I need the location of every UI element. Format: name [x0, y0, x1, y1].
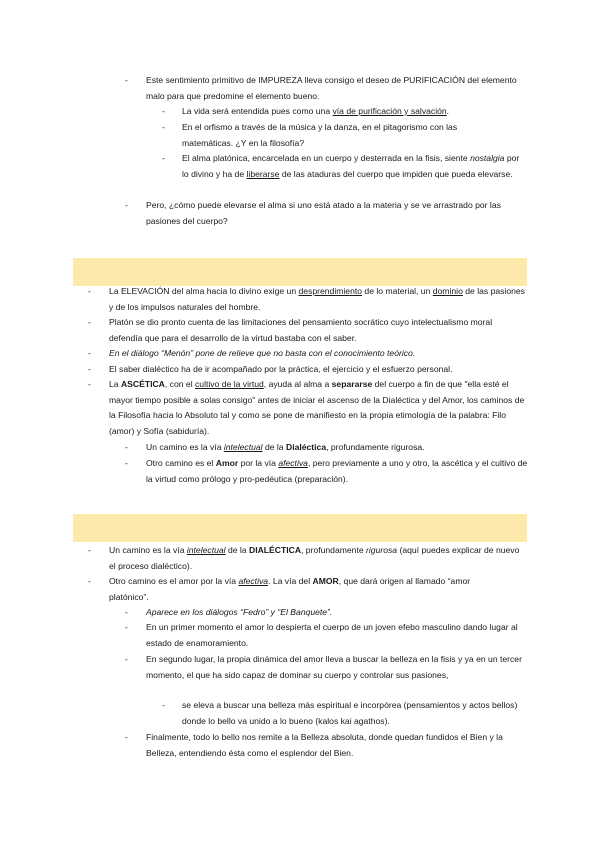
bullet-dash: -: [88, 286, 91, 296]
text-run: La vida será entendida pues como una: [182, 106, 333, 116]
bullet-dash: -: [162, 153, 165, 163]
item-text: [88, 284, 528, 315]
list-item: [125, 605, 528, 621]
bullet-dash: -: [88, 364, 91, 374]
italic-text: rigurosa: [366, 545, 398, 555]
item-text: Aparece en los diálogos “Fedro” y “El Banquete”.: [146, 607, 333, 617]
bullet-dash: -: [125, 654, 128, 664]
list-item: [88, 377, 528, 439]
text-run: por lo divino y ha de: [182, 153, 520, 179]
bullet-dash: -: [162, 700, 165, 710]
bold-text: ASCÉTICA: [120, 379, 165, 389]
text-run: Un camino es la vía: [146, 442, 224, 452]
bullet-dash: -: [125, 622, 128, 632]
bullet-dash: -: [125, 442, 128, 452]
underlined-text: liberarse: [246, 168, 280, 179]
underlined-text: desprendimiento: [298, 286, 363, 296]
text-run: (aquí puedes explicar de nuevo el proceso dialéctico).: [109, 545, 520, 571]
list-item: [125, 620, 528, 651]
item-text: [88, 377, 528, 439]
text-run: , profundamente: [301, 545, 367, 555]
bullet-dash: -: [162, 106, 165, 116]
list-item: [88, 284, 528, 315]
item-text: [162, 104, 527, 120]
text-run: , con el: [164, 379, 195, 389]
text-run: de la: [262, 442, 286, 452]
underlined-text: vía de purificación y salvación: [332, 106, 447, 116]
item-text: Finalmente, todo lo bello nos remite a la Belleza absoluta, donde quedan fundidos el Bien y la Belleza, entendiendo ésta como el esplendor del Bien.: [146, 732, 503, 758]
list-item: [88, 543, 528, 574]
item-text: Platón se dio pronto cuenta de las limitaciones del pensamiento socrático cuyo intelectualismo moral defendía que para el desarrollo de la virtud bastaba con el saber.: [109, 317, 493, 343]
bullet-dash: -: [125, 200, 128, 210]
list-item: [162, 104, 527, 120]
list-item: [88, 362, 528, 378]
italic-underlined-text: afectiva: [278, 458, 308, 468]
text-run: . La vía del: [268, 576, 313, 586]
item-text: En segundo lugar, la propia dinámica del amor lleva a buscar la belleza en la fisis y ya en un tercer momento, el que ha sido capaz de dominar su cuerpo y controlar sus pasiones,: [146, 654, 522, 680]
list-item: [88, 346, 528, 362]
bold-text: DIALÉCTICA: [248, 545, 302, 555]
list-item: [162, 151, 527, 182]
text-run: .: [446, 106, 450, 116]
item-text: Este sentimiento primitivo de IMPUREZA lleva consigo el deseo de PURIFICACIÓN del elemento malo para que predomine el elemento bueno.: [146, 75, 517, 101]
text-run: Otro camino es el: [146, 458, 216, 468]
italic-underlined-text: intelectual: [223, 442, 263, 452]
item-text: Pero, ¿cómo puede elevarse el alma si uno está atado a la materia y se ve arrastrado por las pasiones del cuerpo?: [146, 200, 501, 226]
italic-underlined-text: intelectual: [186, 545, 226, 555]
bullet-dash: -: [125, 75, 128, 85]
item-text: [88, 543, 528, 574]
text-run: La: [109, 379, 121, 389]
text-run: , pero previamente a uno y otro, la ascética y el cultivo de la virtud como prólogo y pro-pedéutica (preparación).: [146, 458, 528, 484]
text-run: de la: [225, 545, 249, 555]
bullet-dash: -: [88, 317, 91, 327]
italic-underlined-text: afectiva: [238, 576, 269, 586]
text-run: , ayuda al alma a: [263, 379, 332, 389]
text-run: , que dará origen al llamado “amor platónico”.: [109, 576, 471, 602]
text-run: El alma platónica, encarcelada en un cuerpo y desterrada en la fisis, siente: [182, 153, 471, 163]
item-text: En el diálogo “Menón” pone de relieve que no basta con el conocimiento teórico.: [109, 348, 416, 358]
text-run: , profundamente rigurosa.: [326, 442, 425, 452]
bullet-dash: -: [125, 458, 128, 468]
text-run: Otro camino es el amor por la vía: [109, 576, 239, 586]
list-item: [88, 574, 528, 605]
item-text: En un primer momento el amor lo despierta el cuerpo de un joven efebo masculino dando lugar al estado de enamoramiento.: [146, 622, 518, 648]
list-item: [162, 120, 527, 151]
bullet-dash: -: [88, 545, 91, 555]
bullet-dash: -: [125, 607, 128, 617]
list-item: [125, 440, 528, 456]
bold-text: Dialéctica: [285, 442, 327, 452]
bold-text: AMOR: [312, 576, 339, 586]
text-run: del cuerpo a fin de que "ella esté el mayor tiempo posible a solas consigo" antes de iniciar el ascenso de la Dialéctica y del Amor, los caminos de la Filosofía hacia lo Absoluto tal y como se pone de manifiesto en la propia etimología de la palabra: Filo (amor) y Sofía (sabiduría).: [109, 379, 525, 436]
item-text: se eleva a buscar una belleza más espiritual e incorpórea (pensamientos y actos bellos) donde lo bello va unido a lo bueno (kalos kai agathos).: [182, 700, 518, 726]
text-run: de las pasiones y de los impulsos naturales del hombre.: [109, 286, 525, 312]
list-item: [125, 73, 527, 104]
list-item: [125, 456, 528, 487]
item-text: [125, 440, 528, 456]
bullet-dash: -: [88, 379, 91, 389]
list-item: [162, 698, 528, 729]
text-run: La ELEVACIÓN del alma hacia lo divino exige un: [109, 286, 299, 296]
item-text: [88, 574, 528, 605]
list-item: [88, 315, 528, 346]
italic-text: nostalgia: [470, 153, 505, 163]
text-run: Un camino es la vía: [109, 545, 187, 555]
bold-text: separarse: [331, 379, 373, 389]
item-text: [125, 456, 528, 487]
highlight-band: [73, 514, 527, 542]
list-item: [125, 652, 528, 683]
text-run: de lo material, un: [362, 286, 433, 296]
item-text: En el orfismo a través de la música y la danza, en el pitagorismo con las matemáticas. ¿Y en la filosofía?: [182, 122, 458, 148]
underlined-text: cultivo de la virtud: [195, 379, 264, 389]
bullet-dash: -: [125, 732, 128, 742]
bold-text: Amor: [215, 458, 239, 468]
item-text: [162, 151, 527, 182]
bullet-dash: -: [162, 122, 165, 132]
highlight-band: [73, 258, 527, 286]
underlined-text: dominio: [432, 286, 463, 296]
text-run: de las ataduras del cuerpo que impiden que pueda elevarse.: [279, 168, 513, 179]
item-text: El saber dialéctico ha de ir acompañado por la práctica, el ejercicio y el esfuerzo personal.: [109, 364, 453, 374]
text-run: por la vía: [238, 458, 279, 468]
bullet-dash: -: [88, 576, 91, 586]
bullet-dash: -: [88, 348, 91, 358]
list-item: [125, 730, 528, 761]
list-item: [125, 198, 527, 229]
